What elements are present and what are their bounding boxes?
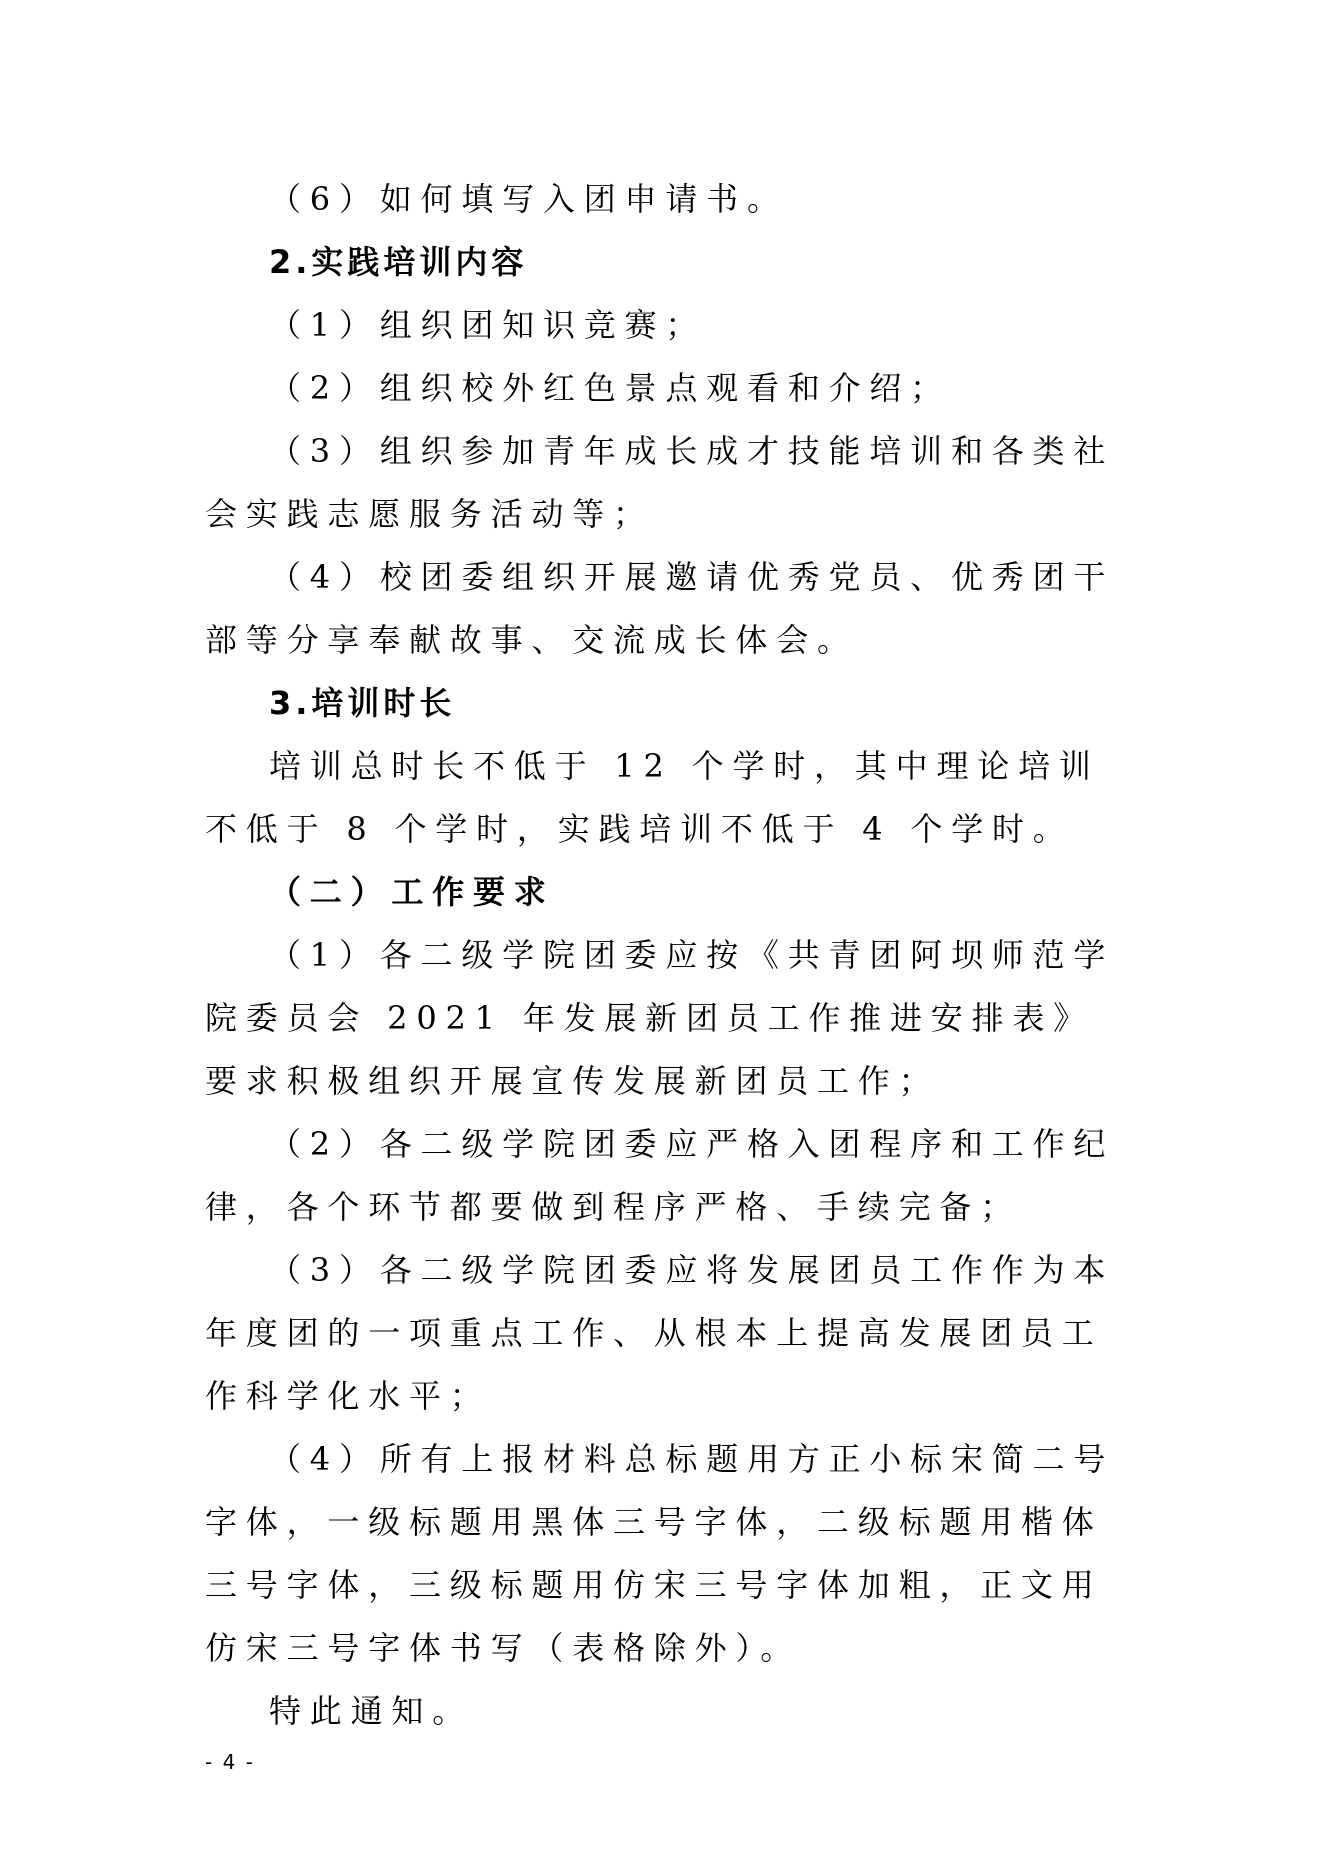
heading-work-requirements: （二）工作要求 xyxy=(269,873,555,911)
practice-item-2: （2）组织校外红色景点观看和介绍； xyxy=(269,369,951,407)
requirement-item-2: （2）各二级学院团委应严格入团程序和工作纪律，各个环节都要做到程序严格、手续完备； xyxy=(205,1125,1115,1226)
heading-training-duration: 3.培训时长 xyxy=(269,684,456,722)
heading-practice-training: 2.实践培训内容 xyxy=(269,243,528,281)
requirement-item-3: （3）各二级学院团委应将发展团员工作作为本年度团的一项重点工作、从根本上提高发展团员工作科学化水平； xyxy=(205,1251,1115,1415)
theory-item-6: （6）如何填写入团申请书。 xyxy=(269,180,788,218)
practice-item-1: （1）组织团知识竞赛； xyxy=(269,306,707,344)
closing-notice: 特此通知。 xyxy=(269,1692,474,1730)
page-number: - 4 - xyxy=(205,1750,255,1774)
document-body xyxy=(205,168,1125,1743)
requirement-item-4: （4）所有上报材料总标题用方正小标宋简二号字体，一级标题用黑体三号字体，二级标题用楷体三号字体，三级标题用仿宋三号字体加粗，正文用仿宋三号字体书写（表格除外）。 xyxy=(205,1440,1115,1667)
practice-item-4: （4）校团委组织开展邀请优秀党员、优秀团干部等分享奉献故事、交流成长体会。 xyxy=(205,558,1115,659)
requirement-item-1: （1）各二级学院团委应按《共青团阿坝师范学院委员会 2021 年发展新团员工作推进安排表》要求积极组织开展宣传发展新团员工作； xyxy=(205,936,1115,1100)
practice-item-3: （3）组织参加青年成长成才技能培训和各类社会实践志愿服务活动等； xyxy=(205,432,1115,533)
duration-paragraph: 培训总时长不低于 12 个学时，其中理论培训不低于 8 个学时，实践培训不低于 4 个学时。 xyxy=(205,747,1100,848)
